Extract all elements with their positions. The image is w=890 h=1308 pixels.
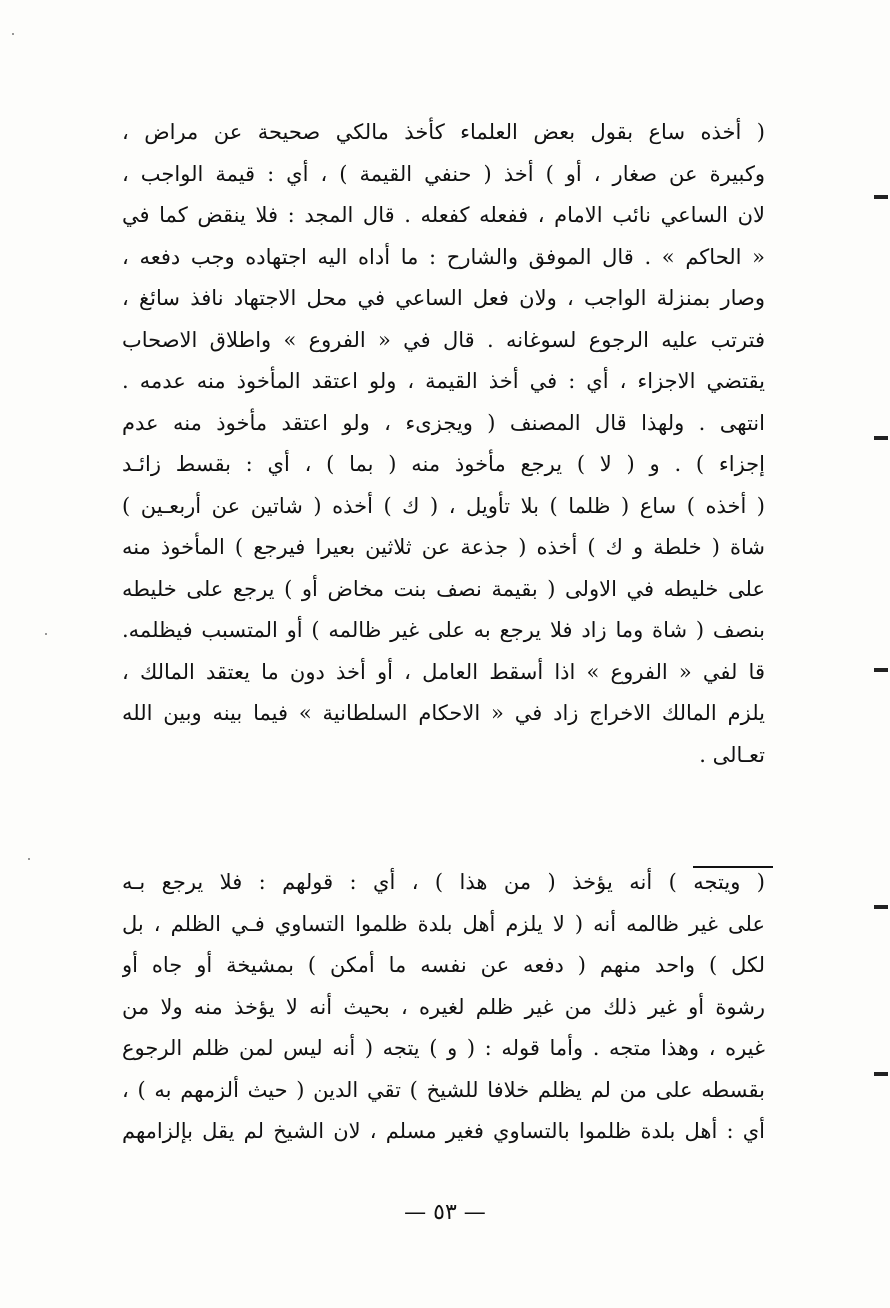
paragraph-1 bbox=[122, 112, 765, 776]
text-line: إجزاء ) . و ( لا ) يرجع مأخوذ منه ( بما ) ، أي : بقسط زائـد bbox=[122, 452, 765, 476]
text-line: تعـالى . bbox=[699, 742, 765, 767]
margin-mark bbox=[874, 436, 888, 440]
text-line: غيره ، وهذا متجه . وأما قوله : ( و ) يتجه ( أنه ليس لمن ظلم الرجوع bbox=[122, 1036, 765, 1060]
text-line: بنصف ( شاة وما زاد فلا يرجع به على غير ظالمه ) أو المتسبب فيظلمه. bbox=[122, 618, 765, 642]
text-line: قا لفي « الفروع » اذا أسقط العامل ، أو أخذ دون ما يعتقد المالك ، bbox=[122, 659, 765, 684]
text-line: وكبيرة عن صغار ، أو ) أخذ ( حنفي القيمة ) ، أي : قيمة الواجب ، bbox=[122, 161, 765, 186]
text-line: يقتضي الاجزاء ، أي : في أخذ القيمة ، ولو اعتقد المأخوذ منه عدمه . bbox=[122, 369, 765, 393]
margin-mark bbox=[874, 1072, 888, 1076]
margin-mark bbox=[874, 195, 888, 199]
paragraph-2 bbox=[122, 862, 765, 1153]
text-line: رشوة أو غير ذلك من غير ظلم لغيره ، بحيث أنه لا يؤخذ منه ولا من bbox=[122, 994, 765, 1019]
text-line: انتهى . ولهذا قال المصنف ( ويجزىء ، ولو اعتقد مأخوذ منه عدم bbox=[122, 410, 765, 435]
margin-mark bbox=[874, 668, 888, 672]
paper-speck bbox=[28, 858, 30, 860]
paper-speck bbox=[45, 633, 47, 635]
page-number: — ٥٣ — bbox=[404, 1200, 486, 1225]
text-line: ( ويتجه ) أنه يؤخذ ( من هذا ) ، أي : قولهم : فلا يرجع بـه bbox=[122, 870, 765, 894]
text-line: لكل ) واحد منهم ( دفعه عن نفسه ما أمكن ) بمشيخة أو جاه أو bbox=[122, 953, 765, 977]
text-line: بقسطه على من لم يظلم خلافا للشيخ ) تقي الدين ( حيث ألزمهم به ) ، bbox=[122, 1077, 765, 1102]
text-line: « الحاكم » . قال الموفق والشارح : ما أداه اليه اجتهاده وجب دفعه ، bbox=[122, 244, 765, 269]
text-line: على غير ظالمه أنه ( لا يلزم أهل بلدة ظلموا التساوي فـي الظلم ، بل bbox=[122, 911, 765, 936]
text-line: لان الساعي نائب الامام ، ففعله كفعله . قال المجد : فلا ينقض كما في bbox=[122, 203, 765, 227]
text-line: وصار بمنزلة الواجب ، ولان فعل الساعي في محل الاجتهاد نافذ سائغ ، bbox=[122, 286, 765, 310]
paper-speck bbox=[12, 33, 14, 35]
text-line: على خليطه في الاولى ( بقيمة نصف بنت مخاض أو ) يرجع على خليطه bbox=[122, 576, 765, 601]
text-line: فترتب عليه الرجوع لسوغانه . قال في « الفروع » واطلاق الاصحاب bbox=[122, 327, 765, 352]
text-line: ( أخذه ساع بقول بعض العلماء كأخذ مالكي صحيحة عن مراض ، bbox=[122, 120, 765, 144]
text-line: شاة ( خلطة و ك ) أخذه ( جذعة عن ثلاثين بعيرا فيرجع ) المأخوذ منه bbox=[122, 535, 765, 559]
text-line: يلزم المالك الاخراج زاد في « الاحكام السلطانية » فيما بينه وبين الله bbox=[122, 701, 765, 725]
text-line: ( أخذه ) ساع ( ظلما ) بلا تأويل ، ( ك ) أخذه ( شاتين عن أربعـين ) bbox=[122, 493, 765, 518]
text-line: أي : أهل بلدة ظلموا بالتساوي فغير مسلم ، لان الشيخ لم يقل بإلزامهم bbox=[122, 1119, 765, 1143]
margin-mark bbox=[874, 905, 888, 909]
